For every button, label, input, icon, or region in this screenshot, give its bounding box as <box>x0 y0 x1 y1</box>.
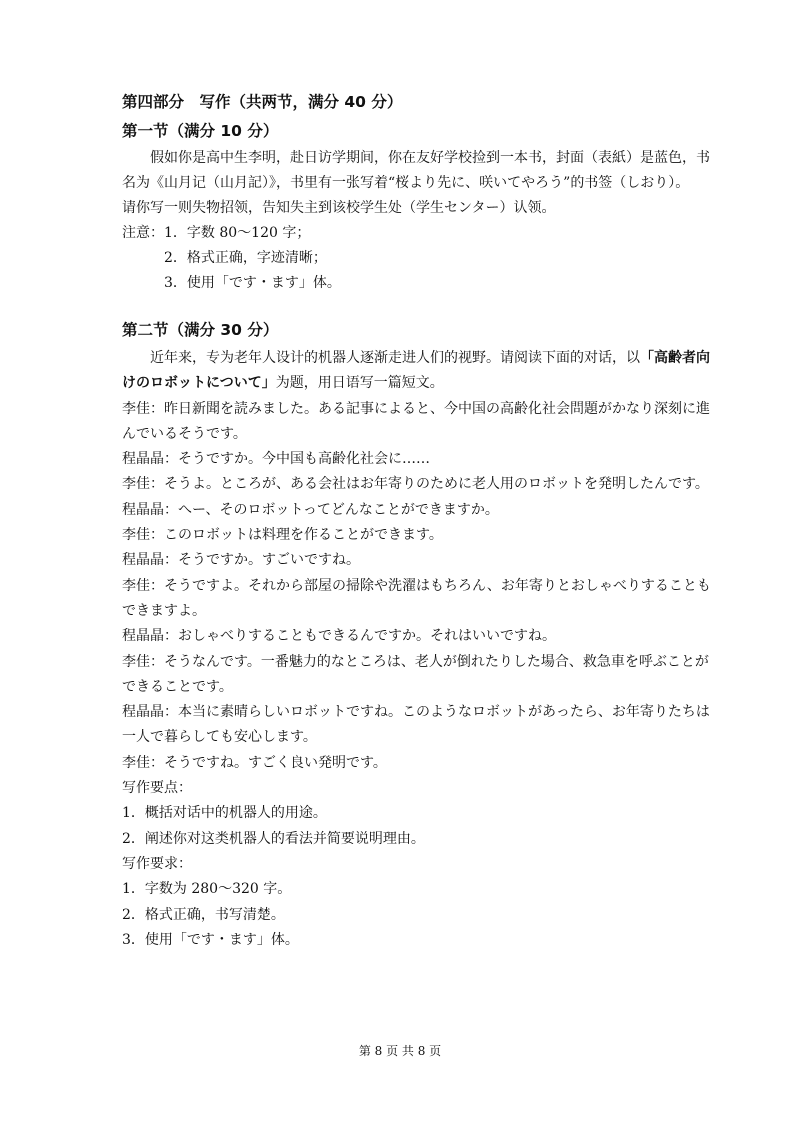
dialogue-line: 程晶晶：そうですか。すごいですね。 <box>122 552 360 569</box>
part-title: 第四部分 写作（共两节，满分 40 分） <box>122 93 403 111</box>
point-item: 2．阐述你对这类机器人的看法并简要说明理由。 <box>122 830 425 847</box>
dialogue-line: 李佳：そうよ。ところが、ある会社はお年寄りのために老人用のロボットを発明したんです。 <box>122 476 709 493</box>
dialogue-line: 李佳：そうですよ。それから部屋の掃除や洗濯はもちろん、お年寄りとおしゃべりすることもできますよ。 <box>122 577 711 619</box>
page-number: 第 8 页 共 8 页 <box>358 1044 442 1058</box>
requirement-item: 2．格式正确，书写清楚。 <box>122 906 285 923</box>
section2-body <box>122 346 722 953</box>
note-item: 2．格式正确，字迹清晰； <box>164 250 327 266</box>
dialogue-line: 程晶晶：へー、そのロボットってどんなことができますか。 <box>122 501 499 518</box>
section2-title: 第二节（满分 30 分） <box>122 321 279 339</box>
dialogue-line: 李佳：昨日新聞を読みました。ある記事によると、今中国の高齢化社会問題がかなり深刻に進んでいるそうです。 <box>122 400 710 442</box>
dialogue-line: 李佳：そうなんです。一番魅力的なところは、老人が倒れたりした場合、救急車を呼ぶことができることです。 <box>122 653 709 695</box>
note-item: 注意：1．字数 80～120 字； <box>122 225 311 241</box>
intro-keyword: 「高齢者向けのロボットについて」 <box>122 350 710 392</box>
intro-text-end: 为题，用日语写一篇短文。 <box>275 375 444 392</box>
section2-intro <box>122 346 722 397</box>
note-item: 3．使用「です・ます」体。 <box>164 275 341 291</box>
intro-text: 近年来，专为老年人设计的机器人逐渐走进人们的视野。请阅读下面的对话，以 <box>150 350 640 366</box>
requirement-item: 1．字数为 280～320 字。 <box>122 881 292 898</box>
requirement-item: 3．使用「です・ます」体。 <box>122 931 299 948</box>
point-item: 1．概括对话中的机器人的用途。 <box>122 805 327 822</box>
requirements-title: 写作要求： <box>122 855 192 872</box>
section1-paragraph: 请你写一则失物招领，告知失主到该校学生处（学生センター）认领。 <box>122 200 556 216</box>
dialogue-line: 程晶晶：そうですか。今中国も高齢化社会に…… <box>122 451 430 468</box>
section1-notes <box>122 221 722 296</box>
points-title: 写作要点： <box>122 780 192 797</box>
dialogue-line: 程晶晶：本当に素晴らしいロボットですね。このようなロボットがあったら、お年寄りたちは一人で暮らしても安心します。 <box>122 704 710 746</box>
dialogue <box>122 397 722 776</box>
dialogue-line: 李佳：このロボットは料理を作ることができます。 <box>122 527 443 544</box>
section1-body <box>122 146 722 296</box>
dialogue-line: 程晶晶：おしゃべりすることもできるんですか。それはいいですね。 <box>122 628 556 645</box>
dialogue-line: 李佳：そうですね。すごく良い発明です。 <box>122 754 387 771</box>
section1-title: 第一节（满分 10 分） <box>122 122 279 140</box>
section1-paragraph: 假如你是高中生李明，赴日访学期间，你在友好学校捡到一本书，封面（表紙）是蓝色，书名为《山月记（山月記）》，书里有一张写着“桜より先に、咲いてやろう”的书签（しおり）。 <box>122 150 710 191</box>
